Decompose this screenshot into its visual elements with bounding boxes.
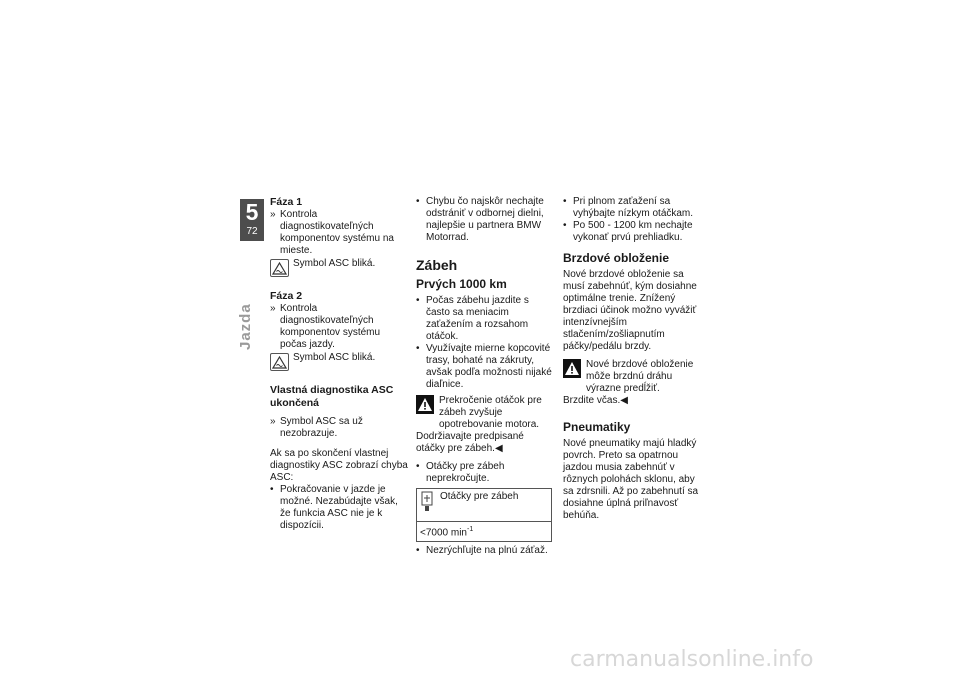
- rpm-table-label-cell: Otáčky pre zábeh: [417, 489, 552, 522]
- bullet-marker: •: [416, 545, 420, 557]
- zabeh-bullet-2: • Využívajte mierne kopcovité trasy, bohaté na zákruty, avšak podľa možnosti nijaké diaľnice.: [416, 343, 552, 390]
- rpm-table-value-cell: <7000 $\min^{-1}$: [417, 522, 552, 542]
- diag-title: Vlastná diagnostika ASC ukončená: [270, 384, 394, 409]
- arrow-marker: »: [270, 209, 276, 220]
- diag-paragraph: Ak sa po skončení vlastnej diagnostiky ASC zobrazí chyba ASC:: [270, 448, 408, 483]
- zabeh-heading: Zábeh: [416, 257, 458, 273]
- column-1: [270, 196, 408, 532]
- zabeh-bullet-1: • Počas zábehu jazdite s často sa meniacim zaťažením a rozsahom otáčok.: [416, 295, 529, 342]
- column-2: [416, 196, 553, 557]
- diag-bullet: • Pokračovanie v jazde je možné. Nezabúdajte však, že funkcia ASC nie je k dispozícii.: [270, 484, 398, 531]
- bullet-marker: •: [270, 484, 274, 495]
- faza2-symbol-text: Symbol ASC bliká.: [293, 352, 376, 363]
- zabeh-bullet-3: • Otáčky pre zábeh neprekročujte.: [416, 461, 505, 484]
- warning-triangle-icon: [416, 395, 434, 414]
- asc-warning-icon: [270, 259, 289, 277]
- chapter-label: Jazda: [237, 303, 254, 350]
- end-marker: ◀: [620, 395, 628, 406]
- asc-warning-icon: [270, 353, 289, 371]
- warning-triangle-icon: [563, 359, 581, 378]
- pneu-paragraph: Nové pneumatiky majú hladký povrch. Preto sa opatrnou jazdou musia zabehnúť v rôznych polohách sklonu, aby sa zdrsnili. Až po zabehnutí sa dosiahne úplná priľnavosť behúňa.: [563, 438, 699, 521]
- bullet-marker: •: [563, 196, 567, 207]
- rpm-table: [416, 488, 552, 542]
- bullet-marker: •: [416, 461, 420, 472]
- bullet-marker: •: [416, 343, 420, 354]
- faza2-symbol-line: [270, 352, 408, 372]
- pneu-heading: Pneumatiky: [563, 420, 631, 434]
- faza1-title: Fáza 1: [270, 196, 303, 208]
- faza1-item: » Kontrola diagnostikovateľných komponentov systému na mieste.: [270, 209, 394, 256]
- zabeh-bullet-4: • Nezrýchľujte na plnú záťaž.: [416, 545, 548, 557]
- faza1-symbol-line: [270, 258, 408, 278]
- faza2-item: » Kontrola diagnostikovateľných komponentov systému počas jazdy.: [270, 303, 381, 350]
- bullet-marker: •: [416, 196, 420, 207]
- load-bullet: • Pri plnom zaťažení sa vyhýbajte nízkym otáčkam.: [563, 196, 694, 219]
- rpm-warning-text: Prekročenie otáčok pre zábeh zvyšuje opotrebovanie motora.: [439, 395, 542, 430]
- page-number: 72: [246, 226, 258, 237]
- chapter-tab: [240, 199, 264, 241]
- end-marker: ◀: [494, 443, 503, 454]
- bullet-marker: •: [563, 220, 567, 231]
- brake-warning: [563, 359, 701, 395]
- brake-warning-follow: Brzdite včas.◀: [563, 395, 628, 406]
- chapter-number: 5: [245, 199, 259, 225]
- brzd-paragraph: Nové brzdové obloženie sa musí zabehnúť, kým dosiahne optimálne trenie. Znížený brzdiaci účinok možno vyvážiť intenzívnejším stlačením/zošliapnutím páčky/pedálu brzdy.: [563, 269, 697, 352]
- rpm-warning-follow: Dodržiavajte predpisané otáčky pre zábeh.◀: [416, 431, 524, 454]
- arrow-marker: »: [270, 303, 276, 314]
- faza2-title: Fáza 2: [270, 290, 303, 302]
- engine-speed-icon: [420, 491, 434, 513]
- watermark: carmanualsonline.info: [570, 647, 814, 672]
- arrow-marker: »: [270, 416, 276, 427]
- inspection-bullet: • Po 500 - 1200 km nechajte vykonať prvú prehliadku.: [563, 220, 693, 243]
- brzd-heading: Brzdové obloženie: [563, 251, 670, 265]
- bullet-marker: •: [416, 295, 420, 306]
- diag-item: » Symbol ASC sa už nezobrazuje.: [270, 416, 363, 439]
- brake-warning-text: Nové brzdové obloženie môže brzdnú dráhu výrazne predĺžiť.: [586, 359, 694, 394]
- repair-bullet: • Chybu čo najskôr nechajte odstrániť v odbornej dielni, najlepšie u partnera BMW Motorrad.: [416, 196, 544, 243]
- faza1-symbol-text: Symbol ASC bliká.: [293, 258, 376, 269]
- column-3: [563, 196, 701, 522]
- prvych-heading: Prvých 1000 km: [416, 277, 507, 291]
- rpm-warning: [416, 395, 553, 431]
